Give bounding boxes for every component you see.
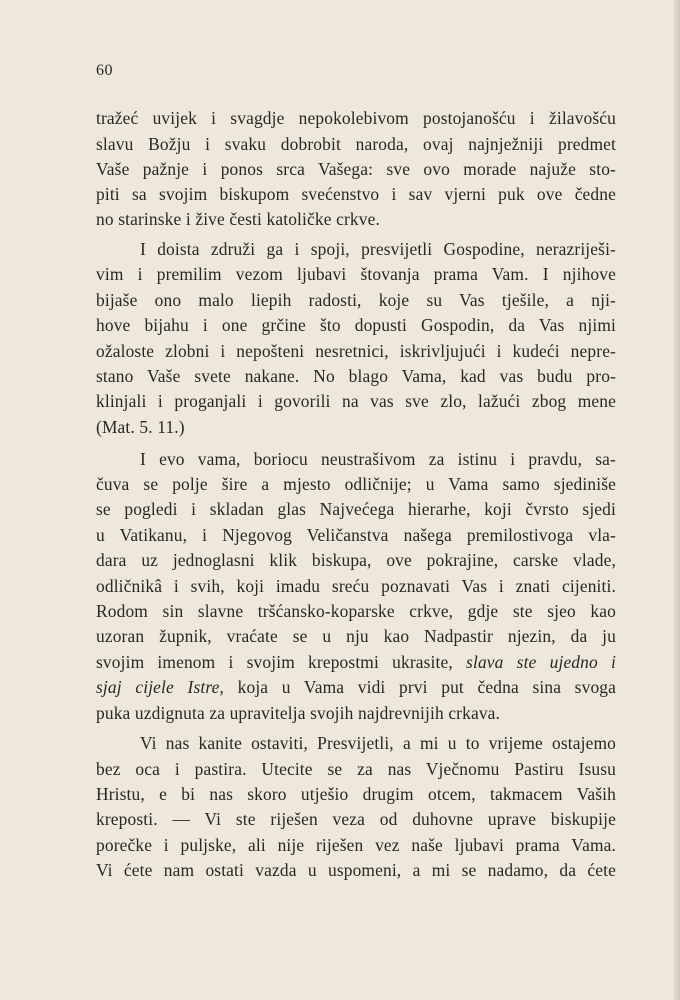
text-line: klinjali i proganjali i govorili na vas sve zlo, lažući zbog mene <box>96 391 616 411</box>
text-line: odličnikâ i svih, koji imadu sreću poznavati Vas i znati cijeniti. <box>96 576 616 596</box>
text-line: I doista združi ga i spoji, presvijetli Gospodine, nerazriješi- <box>140 239 616 259</box>
text-segment: svojim imenom i svojim krepostmi ukrasite, <box>96 652 467 672</box>
page-number: 60 <box>96 62 113 79</box>
text-line: dara uz jednoglasni klik biskupa, ove pokrajine, carske vlade, <box>96 550 616 570</box>
text-line <box>96 679 616 696</box>
italic-phrase: slava ste ujedno i <box>466 652 616 672</box>
text-line: vim i premilim vezom ljubavi štovanja prama Vam. I njihove <box>96 264 616 284</box>
text-line: se pogledi i skladan glas Najvećega hierarhe, koji čvrsto sjedi <box>96 499 616 519</box>
text-line: tražeć uvijek i svagdje nepokolebivom postojanošću i žilavošću <box>96 108 616 128</box>
page-edge <box>674 0 680 1000</box>
text-line: porečke i puljske, ali nije riješen vez naše ljubavi prama Vama. <box>96 835 616 855</box>
text-line: stano Vaše svete nakane. No blago Vama, kad vas budu pro- <box>96 366 616 386</box>
text-line: slavu Božju i svaku dobrobit naroda, ovaj najnježniji predmet <box>96 134 616 154</box>
text-line: puka uzdignuta za upravitelja svojih najdrevnijih crkava. <box>96 703 501 723</box>
text-line: hove bijahu i one grčine što dopusti Gospodin, da Vas njimi <box>96 315 616 335</box>
text-line: Vaše pažnje i ponos srca Vašega: sve ovo morade najuže sto- <box>96 159 616 179</box>
text-line: bez oca i pastira. Utecite se za nas Vječnomu Pastiru Isusu <box>96 759 616 779</box>
text-line: uzoran župnik, vraćate se u nju kao Nadpastir njezin, da ju <box>96 626 616 646</box>
italic-phrase: sjaj cijele Istre, <box>96 677 224 697</box>
text-line: bijaše ono malo liepih radosti, koje su Vas tješile, a nji- <box>96 290 616 310</box>
text-line: Vi ćete nam ostati vazda u uspomeni, a mi se nadamo, da ćete <box>96 860 616 880</box>
text-line: kreposti. — Vi ste riješen veza od duhovne uprave biskupije <box>96 809 616 829</box>
text-line <box>96 654 616 671</box>
text-line: Vi nas kanite ostaviti, Presvijetli, a mi u to vrijeme ostajemo <box>140 733 616 753</box>
text-segment: koja u Vama vidi prvi put čedna sina svoga <box>237 677 617 697</box>
text-line: Hristu, e bi nas skoro utješio drugim otcem, takmacem Vaših <box>96 784 616 804</box>
text-line: Rodom sin slavne tršćansko-koparske crkve, gdje ste sjeo kao <box>96 601 616 621</box>
text-line: no starinske i žive česti katoličke crkve. <box>96 209 380 229</box>
text-line: u Vatikanu, i Njegovog Veličanstva našega premilostivoga vla- <box>96 525 616 545</box>
text-line: I evo vama, boriocu neustrašivom za istinu i pravdu, sa- <box>140 449 616 469</box>
text-line: čuva se polje šire a mjesto odličnije; u Vama samo sjediniše <box>96 474 616 494</box>
text-line: ožaloste zlobni i nepošteni nesretnici, iskrivljujući i kudeći nepre- <box>96 341 616 361</box>
text-line: (Mat. 5. 11.) <box>96 417 185 437</box>
text-line: piti sa svojim biskupom svećenstvo i sav vjerni puk ove čedne <box>96 184 616 204</box>
